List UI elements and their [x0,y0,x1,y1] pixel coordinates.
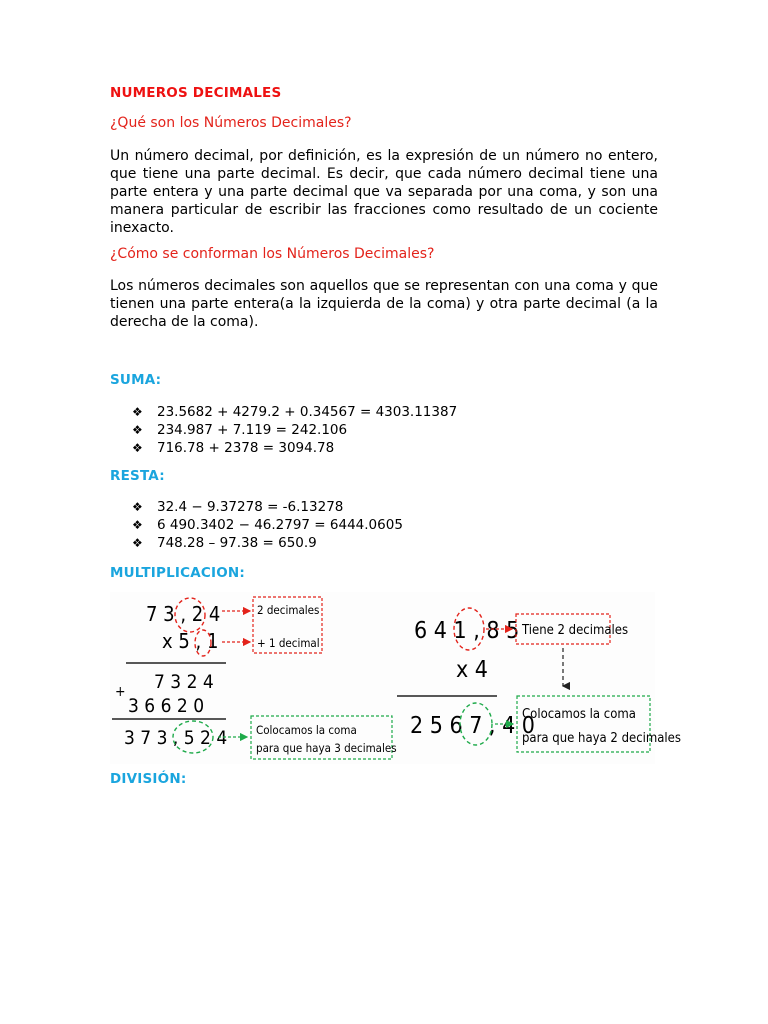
heading-suma: SUMA: [110,372,162,388]
diamond-bullet-icon: ❖ [132,536,143,550]
note-right-line-1: Colocamos la coma [522,707,636,722]
left-partial-2: 3 6 6 2 0 [128,695,205,717]
left-partial-1: 7 3 2 4 [154,671,214,693]
list-item: ❖ 6 490.3402 − 46.2797 = 6444.0605 [132,517,403,533]
list-suma [132,403,457,457]
note-2-decimales: 2 decimales [257,603,320,617]
right-result: 2 5 6 7 , 4 0 [410,713,535,739]
note-1-decimal: + 1 decimal [257,636,320,650]
note-right-line-2: para que haya 2 decimales [522,731,681,746]
left-plus-sign: + [115,684,126,700]
list-item: ❖ 748.28 – 97.38 = 650.9 [132,535,317,551]
multiplication-figure [110,592,681,764]
list-item: ❖ 716.78 + 2378 = 3094.78 [132,440,335,456]
question-como-se-conforman: ¿Cómo se conforman los Números Decimales? [110,246,435,262]
list-resta [132,498,403,552]
document-title: NUMEROS DECIMALES [110,85,282,101]
note-left-line-2: para que haya 3 decimales [256,741,397,755]
question-que-son: ¿Qué son los Números Decimales? [110,115,352,131]
right-multiplier: x 4 [456,657,488,683]
diamond-bullet-icon: ❖ [132,423,143,437]
right-multiplicand: 6 4 1 , 8 5 [414,618,520,644]
diamond-bullet-icon: ❖ [132,405,143,419]
left-multiplier: x 5 , 1 [162,629,219,653]
heading-resta: RESTA: [110,468,165,484]
paragraph-definicion: Un número decimal, por definición, es la expresión de un número no entero, que tiene una parte decimal. Es decir, que cada número decimal tiene una parte entera y una parte decimal que va separada por una coma, y son una manera particular de escribir las fracciones como resultado de un cociente inexacto. [110,148,658,236]
left-result: 3 7 3 , 5 2 4 [124,727,228,749]
paragraph-conformacion: Los números decimales son aquellos que se representan con una coma y que tienen una parte entera(a la izquierda de la coma) y otra parte decimal (a la derecha de la coma). [110,278,658,330]
diamond-bullet-icon: ❖ [132,441,143,455]
diamond-bullet-icon: ❖ [132,518,143,532]
multiplication-diagram [110,592,681,764]
list-item: ❖ 234.987 + 7.119 = 242.106 [132,422,348,438]
note-tiene-2-decimales: Tiene 2 decimales [522,623,629,638]
list-item: ❖ 32.4 − 9.37278 = -6.13278 [132,499,344,515]
heading-division: DIVISIÓN: [110,771,187,787]
list-item: ❖ 23.5682 + 4279.2 + 0.34567 = 4303.11387 [132,404,458,420]
heading-multiplicacion: MULTIPLICACION: [110,565,245,581]
diamond-bullet-icon: ❖ [132,500,143,514]
left-multiplicand: 7 3 , 2 4 [146,602,221,626]
note-left-line-1: Colocamos la coma [256,723,357,737]
